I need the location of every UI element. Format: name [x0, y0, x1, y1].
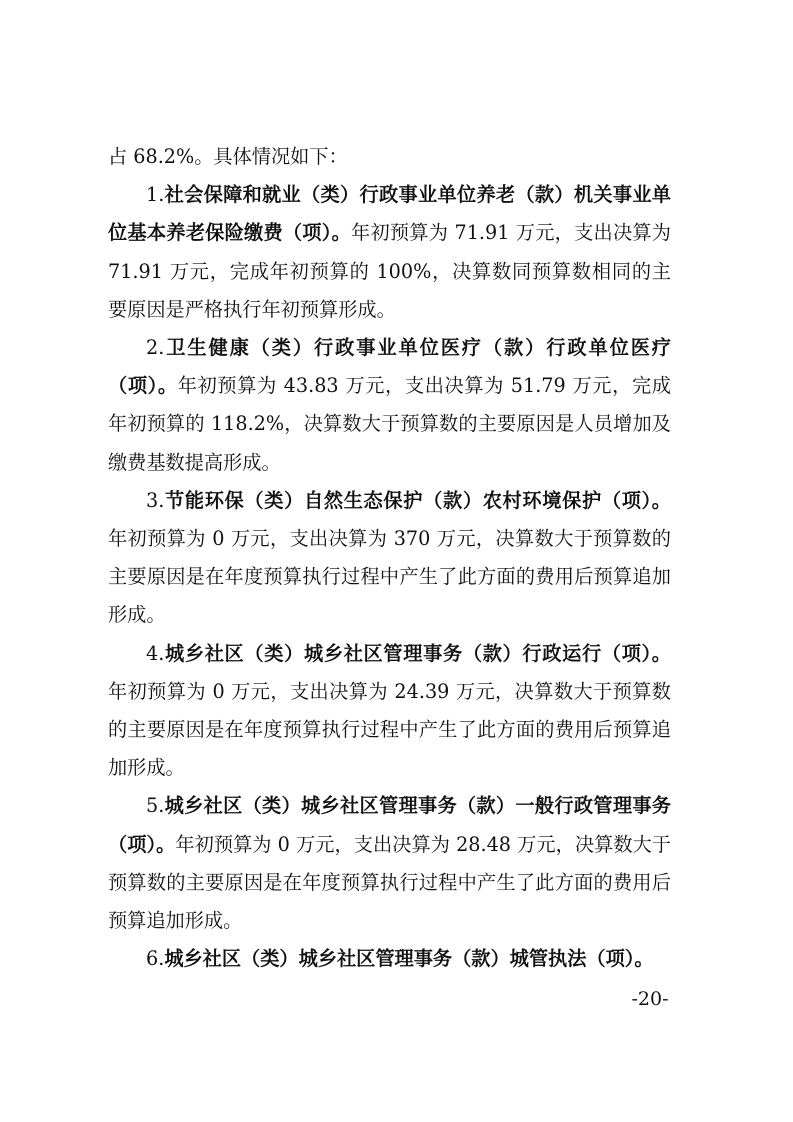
item-title: 社会保障和就业（类）行政事业单位养老（款）机关事业单位基本养老保险缴费（项）。: [108, 183, 671, 245]
item-paragraph-3: [108, 482, 671, 635]
intro-paragraph: 占 68.2%。具体情况如下：: [108, 145, 348, 168]
item-title: 城乡社区（类）城乡社区管理事务（款）行政运行（项）。: [164, 641, 671, 665]
item-number: 4.: [146, 641, 165, 665]
item-number: 6.: [146, 947, 165, 971]
body-text: [108, 138, 671, 978]
item-body: 年初预算为 0 万元，支出决算为 24.39 万元，决算数大于预算数的主要原因是在年度预算执行过程中产生了此方面的费用后预算追加形成。: [108, 679, 671, 780]
item-paragraph-2: [108, 329, 671, 482]
item-paragraph-6: [108, 940, 671, 978]
item-title: 城乡社区（类）城乡社区管理事务（款）一般行政管理事务（项）。: [108, 794, 671, 856]
item-paragraph-4: [108, 635, 671, 788]
item-body: 年初预算为 0 万元，支出决算为 28.48 万元，决算数大于预算数的主要原因是在年度预算执行过程中产生了此方面的费用后预算追加形成。: [108, 832, 671, 933]
item-body: 年初预算为 0 万元，支出决算为 370 万元，决算数大于预算数的主要原因是在年度预算执行过程中产生了此方面的费用后预算追加形成。: [108, 527, 671, 627]
item-number: 1.: [146, 183, 165, 207]
item-body: 年初预算为 71.91 万元，支出决算为 71.91 万元，完成年初预算的 100%，决算数同预算数相同的主要原因是严格执行年初预算形成。: [108, 221, 671, 321]
item-number: 2.: [146, 336, 165, 360]
item-paragraph-5: [108, 787, 671, 940]
item-title: 卫生健康（类）行政事业单位医疗（款）行政单位医疗（项）。: [108, 336, 671, 398]
item-number: 3.: [146, 488, 165, 512]
item-number: 5.: [146, 794, 165, 818]
item-title: 城乡社区（类）城乡社区管理事务（款）城管执法（项）。: [164, 947, 654, 971]
item-paragraph-1: [108, 176, 671, 329]
page-number: -20-: [631, 988, 669, 1010]
item-title: 节能环保（类）自然生态保护（款）农村环境保护（项）。: [164, 488, 671, 512]
item-body: 年初预算为 43.83 万元，支出决算为 51.79 万元，完成年初预算的 118.2%，决算数大于预算数的主要原因是人员增加及缴费基数提高形成。: [108, 374, 671, 474]
